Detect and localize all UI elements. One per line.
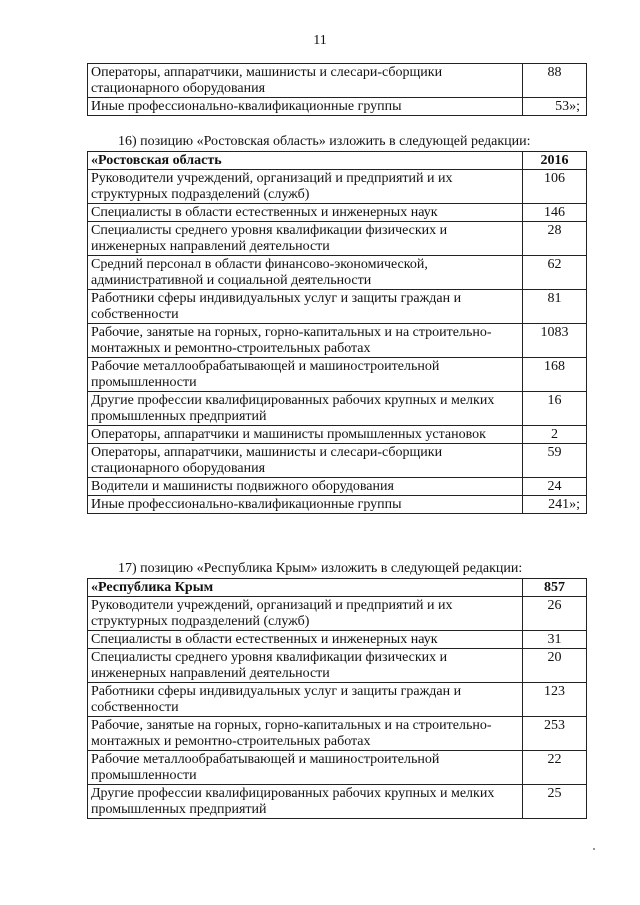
row-value: 25: [523, 785, 587, 819]
table-row: [88, 64, 587, 98]
row-label: Средний персонал в области финансово-экономической, административной и социальной деятельности: [88, 256, 523, 290]
table-row: [88, 444, 587, 478]
region-total: 2016: [523, 152, 587, 170]
row-label: Рабочие, занятые на горных, горно-капитальных и на строительно-монтажных и ремонтно-строительных работах: [88, 717, 523, 751]
row-label: Рабочие металлообрабатывающей и машиностроительной промышленности: [88, 751, 523, 785]
row-label: Работники сферы индивидуальных услуг и защиты граждан и собственности: [88, 683, 523, 717]
row-label: Специалисты среднего уровня квалификации физических и инженерных направлений деятельности: [88, 222, 523, 256]
table-row: [88, 358, 587, 392]
row-value: 28: [523, 222, 587, 256]
section-16-intro: 16) позицию «Ростовская область» изложить в следующей редакции:: [118, 134, 531, 149]
table-crimea: [87, 578, 587, 819]
row-value: 81: [523, 290, 587, 324]
scan-speck: [593, 848, 595, 850]
row-label: Водители и машинисты подвижного оборудования: [88, 478, 523, 496]
row-label: Иные профессионально-квалификационные группы: [88, 98, 523, 116]
table-row: [88, 478, 587, 496]
table-row: [88, 290, 587, 324]
row-label: Специалисты среднего уровня квалификации физических и инженерных направлений деятельности: [88, 649, 523, 683]
table-row: [88, 785, 587, 819]
table-header-row: [88, 152, 587, 170]
row-label: Иные профессионально-квалификационные группы: [88, 496, 523, 514]
row-value: 123: [523, 683, 587, 717]
table-header-row: [88, 579, 587, 597]
row-value: 24: [523, 478, 587, 496]
table-row: [88, 256, 587, 290]
row-value: 106: [523, 170, 587, 204]
row-label: Рабочие металлообрабатывающей и машиностроительной промышленности: [88, 358, 523, 392]
row-value: 22: [523, 751, 587, 785]
table-row: [88, 631, 587, 649]
table-row: [88, 717, 587, 751]
row-value: 241»;: [523, 496, 587, 514]
table-rostov-region: [87, 151, 587, 514]
row-label: Работники сферы индивидуальных услуг и защиты граждан и собственности: [88, 290, 523, 324]
row-label: Другие профессии квалифицированных рабочих крупных и мелких промышленных предприятий: [88, 785, 523, 819]
row-value: 62: [523, 256, 587, 290]
row-value: 253: [523, 717, 587, 751]
row-value: 31: [523, 631, 587, 649]
table-row: [88, 597, 587, 631]
page-number: 11: [313, 33, 327, 48]
table-row: [88, 649, 587, 683]
region-name: «Республика Крым: [88, 579, 523, 597]
row-value: 59: [523, 444, 587, 478]
table-continuation: [87, 63, 587, 116]
table-row: [88, 222, 587, 256]
row-label: Специалисты в области естественных и инженерных наук: [88, 204, 523, 222]
table-row: [88, 170, 587, 204]
section-17-intro: 17) позицию «Республика Крым» изложить в следующей редакции:: [118, 561, 523, 576]
row-value: 26: [523, 597, 587, 631]
row-label: Операторы, аппаратчики, машинисты и слесари-сборщики стационарного оборудования: [88, 444, 523, 478]
row-label: Другие профессии квалифицированных рабочих крупных и мелких промышленных предприятий: [88, 392, 523, 426]
row-value: 1083: [523, 324, 587, 358]
table-row: [88, 496, 587, 514]
row-value: 146: [523, 204, 587, 222]
row-label: Специалисты в области естественных и инженерных наук: [88, 631, 523, 649]
table-row: [88, 392, 587, 426]
row-label: Операторы, аппаратчики, машинисты и слесари-сборщики стационарного оборудования: [88, 64, 523, 98]
row-label: Руководители учреждений, организаций и предприятий и их структурных подразделений (служб): [88, 170, 523, 204]
row-value: 2: [523, 426, 587, 444]
table-row: [88, 683, 587, 717]
region-total: 857: [523, 579, 587, 597]
table-row: [88, 98, 587, 116]
row-value: 168: [523, 358, 587, 392]
row-value: 53»;: [523, 98, 587, 116]
row-value: 16: [523, 392, 587, 426]
table-row: [88, 324, 587, 358]
row-value: 88: [523, 64, 587, 98]
row-label: Рабочие, занятые на горных, горно-капитальных и на строительно-монтажных и ремонтно-строительных работах: [88, 324, 523, 358]
table-row: [88, 751, 587, 785]
row-label: Операторы, аппаратчики и машинисты промышленных установок: [88, 426, 523, 444]
table-row: [88, 204, 587, 222]
row-label: Руководители учреждений, организаций и предприятий и их структурных подразделений (служб): [88, 597, 523, 631]
region-name: «Ростовская область: [88, 152, 523, 170]
table-row: [88, 426, 587, 444]
row-value: 20: [523, 649, 587, 683]
